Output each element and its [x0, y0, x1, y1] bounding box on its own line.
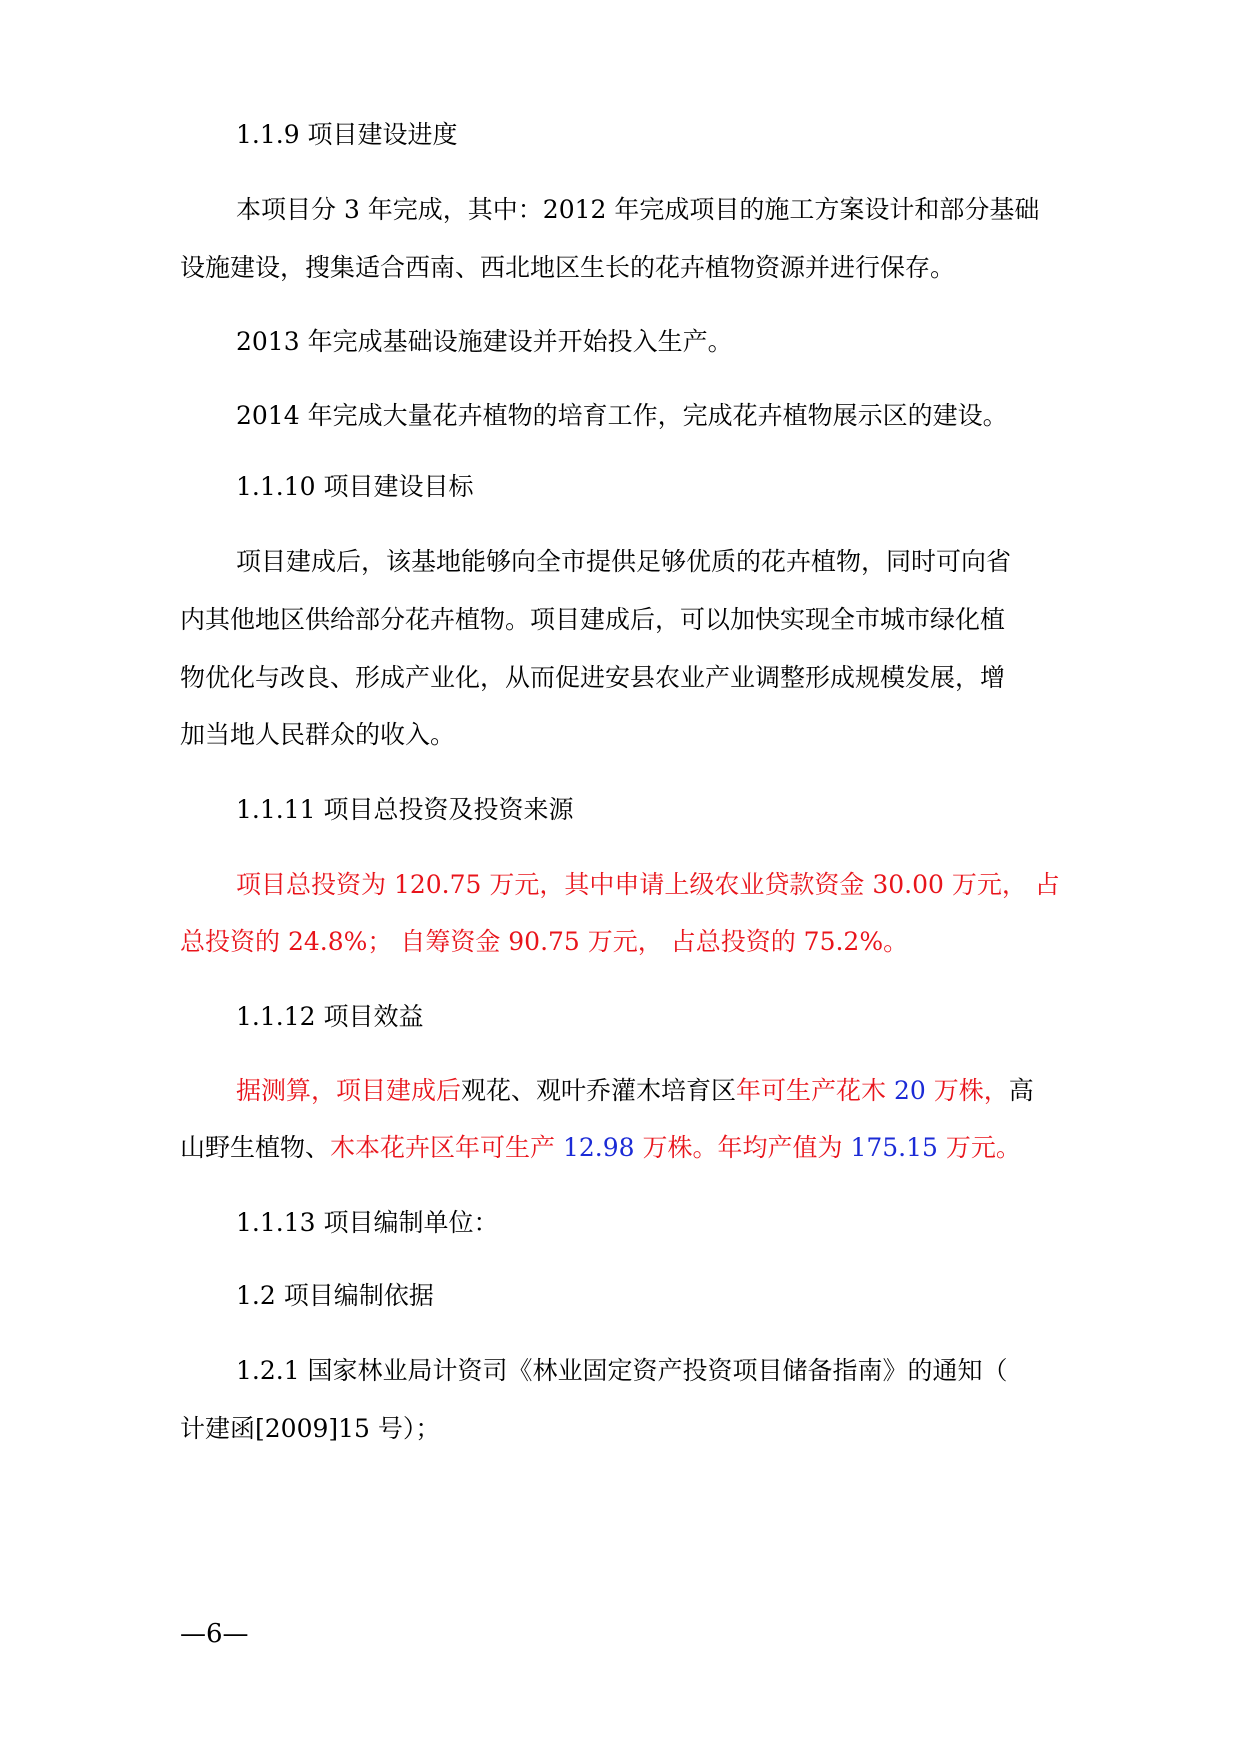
- section-heading-1-1-12: 1.1.12 项目效益: [236, 1002, 424, 1031]
- paragraph-schedule-line-1: 本项目分 3 年完成，其中：2012 年完成项目的施工方案设计和部分基础: [236, 195, 1040, 224]
- benefit-annual-value-text: 万株。年均产值为: [634, 1133, 851, 1162]
- paragraph-goal-line-1: 项目建成后，该基地能够向全市提供足够优质的花卉植物，同时可向省: [236, 547, 1012, 576]
- benefit-annual-value-number: 175.15: [850, 1133, 938, 1162]
- section-heading-1-1-13: 1.1.13 项目编制单位：: [236, 1208, 499, 1237]
- paragraph-schedule-line-2: 设施建设，搜集适合西南、西北地区生长的花卉植物资源并进行保存。: [180, 253, 956, 282]
- benefit-continuation-text: 高: [1008, 1076, 1034, 1105]
- paragraph-goal-line-4: 加当地人民群众的收入。: [180, 720, 456, 749]
- page-number: —6—: [180, 1619, 249, 1649]
- benefit-output-number: 20: [893, 1076, 926, 1105]
- section-heading-1-1-9: 1.1.9 项目建设进度: [236, 120, 458, 149]
- benefit-wild-plants-text: 山野生植物、: [180, 1133, 331, 1162]
- benefit-output-unit: 万株，: [925, 1076, 1009, 1105]
- section-heading-1-1-11: 1.1.11 项目总投资及投资来源: [236, 795, 574, 824]
- benefit-annual-value-unit: 万元。: [937, 1133, 1021, 1162]
- paragraph-goal-line-3: 物优化与改良、形成产业化，从而促进安县农业产业调整形成规模发展，增: [180, 663, 1006, 692]
- basis-item-1-2-1-line-1: 1.2.1 国家林业局计资司《林业固定资产投资项目储备指南》的通知（: [236, 1356, 1008, 1385]
- paragraph-2014: 2014 年完成大量花卉植物的培育工作，完成花卉植物展示区的建设。: [236, 401, 1008, 430]
- section-heading-1-2: 1.2 项目编制依据: [236, 1281, 434, 1310]
- benefit-output-text: 年可生产花木: [736, 1076, 894, 1105]
- paragraph-goal-line-2: 内其他地区供给部分花卉植物。项目建成后，可以加快实现全市城市绿化植: [180, 605, 1006, 634]
- paragraph-2013: 2013 年完成基础设施建设并开始投入生产。: [236, 327, 733, 356]
- benefit-area-text: 观花、观叶乔灌木培育区: [461, 1076, 737, 1105]
- paragraph-investment-line-1: 项目总投资为 120.75 万元，其中申请上级农业贷款资金 30.00 万元， 占: [236, 870, 1060, 899]
- benefit-intro-text: 据测算，项目建成后: [236, 1076, 462, 1105]
- benefit-woody-area-text: 木本花卉区年可生产: [330, 1133, 563, 1162]
- paragraph-benefit-line-1: [236, 1074, 1034, 1108]
- paragraph-benefit-line-2: [180, 1131, 1021, 1165]
- benefit-woody-number: 12.98: [562, 1133, 635, 1162]
- basis-item-1-2-1-line-2: 计建函[2009]15 号）；: [180, 1414, 441, 1443]
- section-heading-1-1-10: 1.1.10 项目建设目标: [236, 472, 474, 501]
- paragraph-investment-line-2: 总投资的 24.8%； 自筹资金 90.75 万元， 占总投资的 75.2%。: [180, 927, 909, 956]
